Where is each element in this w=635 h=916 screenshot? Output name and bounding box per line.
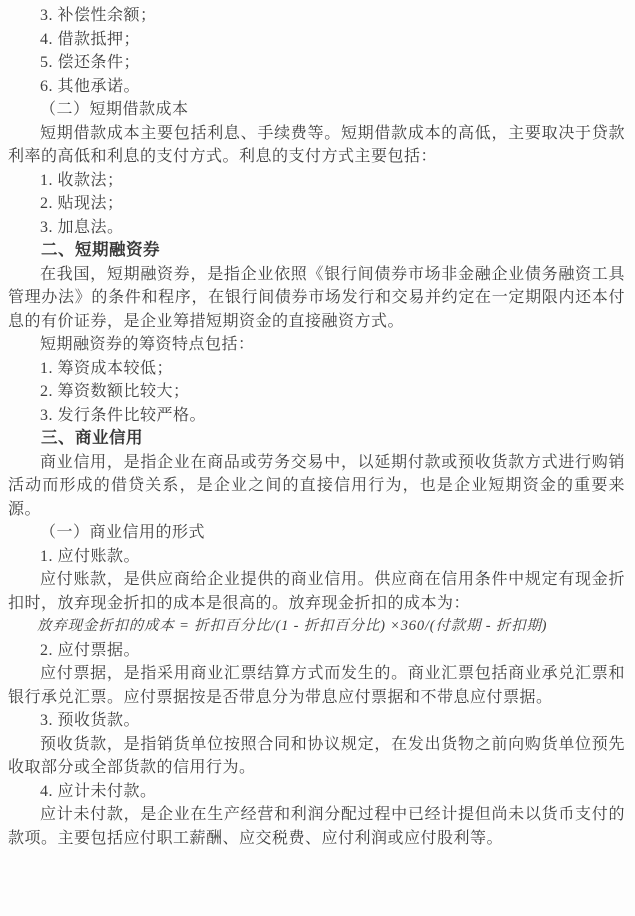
section-heading: 二、短期融资券	[41, 241, 160, 259]
list-item: 3. 补偿性余额；	[40, 7, 157, 24]
list-item: 1. 应付账款。	[40, 547, 141, 565]
list-item: 3. 发行条件比较严格。	[40, 406, 207, 424]
paragraph: 预收货款，是指销货单位按照合同和协议规定，在发出货物之前向购货单位预先收取部分或全部货款的信用行为。	[8, 735, 625, 776]
paragraph: 应付账款，是供应商给企业提供的商业信用。供应商在信用条件中规定有现金折扣时，放弃现金折扣的成本是很高的。放弃现金折扣的成本为：	[8, 571, 625, 612]
list-item: 6. 其他承诺。	[40, 77, 141, 95]
formula: 放弃现金折扣的成本 = 折扣百分比/(1 - 折扣百分比) ×360/(付款期 - 折扣期)	[37, 618, 548, 634]
list-item: 2. 贴现法；	[40, 195, 124, 212]
subsection-heading: （二）短期借款成本	[40, 101, 189, 118]
list-item: 2. 筹资数额比较大；	[40, 383, 190, 400]
paragraph: 在我国，短期融资券，是指企业依照《银行间债券市场非金融企业债务融资工具管理办法》的条件和程序，在银行间债券市场发行和交易并约定在一定期限内还本付息的有价证券，是企业筹措短期资金的直接融资方式。	[8, 265, 625, 330]
paragraph: 商业信用，是指企业在商品或劳务交易中，以延期付款或预收货款方式进行购销活动而形成的借贷关系，是企业之间的直接信用行为，也是企业短期资金的重要来源。	[8, 453, 625, 518]
paragraph: 短期融资券的筹资特点包括：	[40, 336, 255, 353]
list-item: 3. 预收货款。	[40, 712, 141, 729]
subsection-heading: （一）商业信用的形式	[40, 524, 206, 541]
list-item: 4. 应计未付款。	[40, 782, 157, 800]
list-item: 1. 筹资成本较低；	[40, 359, 174, 377]
list-item: 2. 应付票据。	[40, 641, 141, 659]
list-item: 4. 借款抵押；	[40, 30, 141, 48]
paragraph: 应付票据，是指采用商业汇票结算方式而发生的。商业汇票包括商业承兑汇票和银行承兑汇票。应付票据按是否带息分为带息应付票据和不带息应付票据。	[8, 665, 625, 706]
section-heading: 三、商业信用	[41, 429, 143, 447]
list-item: 3. 加息法。	[40, 218, 124, 236]
paragraph: 短期借款成本主要包括利息、手续费等。短期借款成本的高低，主要取决于贷款利率的高低和利息的支付方式。利息的支付方式主要包括：	[8, 124, 625, 165]
list-item: 5. 偿还条件；	[40, 54, 141, 71]
list-item: 1. 收款法；	[40, 171, 124, 189]
paragraph: 应计未付款，是企业在生产经营和利润分配过程中已经计提但尚未以货币支付的款项。主要包括应付职工薪酬、应交税费、应付利润或应付股利等。	[8, 806, 625, 847]
